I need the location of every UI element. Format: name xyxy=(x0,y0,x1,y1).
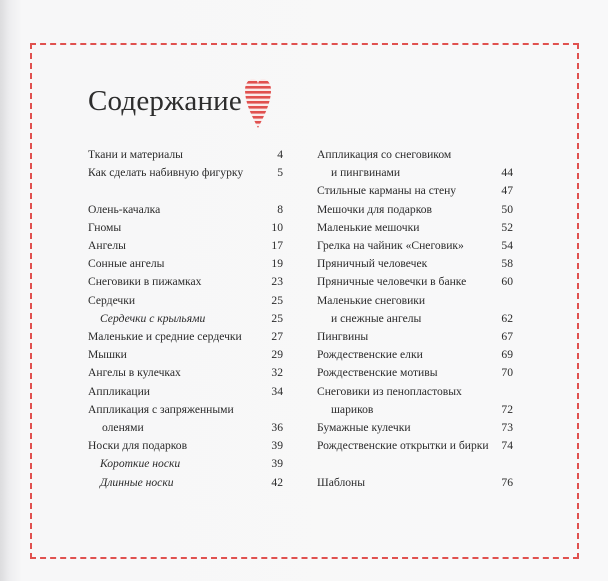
toc-entry-page: 34 xyxy=(271,384,283,398)
toc-entry xyxy=(317,364,513,382)
toc-entry-page: 58 xyxy=(501,257,513,271)
toc-entry-page: 39 xyxy=(271,457,283,471)
toc-entry-title: Гномы xyxy=(88,220,122,234)
toc-entry-title: Пингвины xyxy=(317,330,369,343)
toc-entry-title: Маленькие снеговики xyxy=(317,293,426,307)
toc-entry-page: 32 xyxy=(271,366,283,380)
toc-entry xyxy=(88,201,283,219)
toc-entry-page: 54 xyxy=(501,239,513,252)
toc-entry-title: Бумажные кулечки xyxy=(317,421,411,434)
toc-entry-page: 44 xyxy=(501,166,513,180)
toc-entry xyxy=(88,346,283,364)
toc-entry-page: 73 xyxy=(501,421,513,434)
toc-entry xyxy=(317,219,513,237)
toc-entry-title: Олень-качалка xyxy=(88,202,161,216)
toc-entry-title: Пряничный человечек xyxy=(317,257,428,271)
toc-entry-title: Маленькие мешочки xyxy=(317,220,420,234)
toc-entry-title: Сердечки xyxy=(88,293,136,307)
page-title: Содержание xyxy=(88,85,242,117)
toc-entry-page: 76 xyxy=(501,475,513,489)
toc-entry-title: Длинные носки xyxy=(100,475,174,489)
toc-entry-page: 62 xyxy=(501,311,513,325)
toc-entry xyxy=(88,292,283,310)
toc-entry-title: Сердечки с крыльями xyxy=(100,311,206,325)
toc-entry-title: Ангелы xyxy=(88,239,126,252)
toc-entry xyxy=(317,383,513,401)
toc-entry-page: 23 xyxy=(271,275,283,289)
toc-entry-title: и снежные ангелы xyxy=(331,311,422,325)
toc-entry xyxy=(88,383,283,401)
toc-entry-page: 67 xyxy=(501,330,513,343)
toc-entry xyxy=(317,273,513,291)
toc-entry-page: 39 xyxy=(271,439,283,453)
toc-entry-title: Рождественские мотивы xyxy=(317,366,438,380)
toc-entry xyxy=(88,164,283,182)
toc-entry xyxy=(88,328,283,346)
toc-entry-page: 5 xyxy=(277,166,283,180)
toc-entry xyxy=(88,310,283,328)
toc-entry xyxy=(88,255,283,273)
toc-entry-page: 69 xyxy=(501,348,513,362)
toc-entry xyxy=(317,146,513,164)
toc-entry-page: 29 xyxy=(271,348,283,362)
toc-entry-page: 25 xyxy=(271,293,283,307)
toc-entry-title: Как сделать набивную фигурку xyxy=(88,166,244,180)
toc-entry-title: Мешочки для подарков xyxy=(317,202,433,216)
toc-entry-title: Маленькие и средние сердечки xyxy=(88,330,242,343)
toc-entry-page: 60 xyxy=(501,275,513,289)
toc-entry-title: Пряничные человечки в банке xyxy=(317,275,467,289)
toc-entry-page: 8 xyxy=(277,202,283,216)
toc-entry xyxy=(88,273,283,291)
toc-entry xyxy=(317,419,513,437)
toc-entry-title: Аппликация с запряженными xyxy=(88,402,234,416)
toc-entry-title: Шаблоны xyxy=(317,475,366,489)
toc-entry-page: 52 xyxy=(501,220,513,234)
toc-entry-title: Стильные карманы на стену xyxy=(317,184,457,198)
toc-entry xyxy=(317,346,513,364)
toc-entry-page: 4 xyxy=(277,148,283,161)
toc-entry xyxy=(88,237,283,255)
toc-entry xyxy=(317,182,513,200)
toc-entry xyxy=(88,455,283,473)
toc-entry xyxy=(317,201,513,219)
toc-entry-title: Сонные ангелы xyxy=(88,257,165,271)
toc-entry xyxy=(88,401,283,419)
toc-entry-title: Рождественские открытки и бирки xyxy=(317,439,489,453)
toc-entry-title: оленями xyxy=(102,421,144,434)
striped-heart-icon xyxy=(244,78,272,130)
toc-entry-page: 10 xyxy=(271,220,283,234)
toc-entry-page: 74 xyxy=(501,439,513,453)
toc-entry-page: 50 xyxy=(501,202,513,216)
toc-entry-title: и пингвинами xyxy=(331,166,401,180)
toc-entry-title: Грелка на чайник «Снеговик» xyxy=(317,239,464,252)
toc-entry xyxy=(88,219,283,237)
toc-entry xyxy=(317,328,513,346)
toc-entry xyxy=(317,401,513,419)
toc-entry-page: 17 xyxy=(271,239,283,252)
toc-entry xyxy=(88,437,283,455)
toc-entry-title: Ангелы в кулечках xyxy=(88,366,181,380)
toc-entry-title: Аппликация со снеговиком xyxy=(317,148,452,161)
toc-entry-title: Короткие носки xyxy=(100,457,181,471)
toc-entry xyxy=(317,310,513,328)
toc-entry-page: 27 xyxy=(271,330,283,343)
toc-entry-title: шариков xyxy=(331,402,374,416)
toc-entry xyxy=(317,237,513,255)
toc-entry-page: 47 xyxy=(501,184,513,198)
toc-entry-page: 36 xyxy=(271,421,283,434)
toc-entry xyxy=(317,292,513,310)
toc-entry-title: Аппликации xyxy=(88,384,150,398)
toc-entry-page: 42 xyxy=(271,475,283,489)
toc-entry-title: Мышки xyxy=(88,348,127,362)
toc-entry-title: Носки для подарков xyxy=(88,439,188,453)
toc-entry xyxy=(88,419,283,437)
toc-entry xyxy=(317,437,513,455)
toc-entry-title: Снеговики в пижамках xyxy=(88,275,202,289)
toc-entry-page: 25 xyxy=(271,311,283,325)
toc-entry xyxy=(317,474,513,492)
toc-entry-page: 19 xyxy=(271,257,283,271)
toc-entry xyxy=(88,364,283,382)
toc-entry xyxy=(88,146,283,164)
toc-entry-page: 72 xyxy=(501,402,513,416)
toc-entry xyxy=(317,164,513,182)
toc-entry-title: Снеговики из пенопластовых xyxy=(317,384,462,398)
title-block xyxy=(88,80,272,130)
toc-entry xyxy=(317,255,513,273)
toc-entry-page: 70 xyxy=(501,366,513,380)
toc-entry-title: Рождественские елки xyxy=(317,348,423,362)
toc-entry xyxy=(88,474,283,492)
toc-entry-title: Ткани и материалы xyxy=(88,148,183,161)
